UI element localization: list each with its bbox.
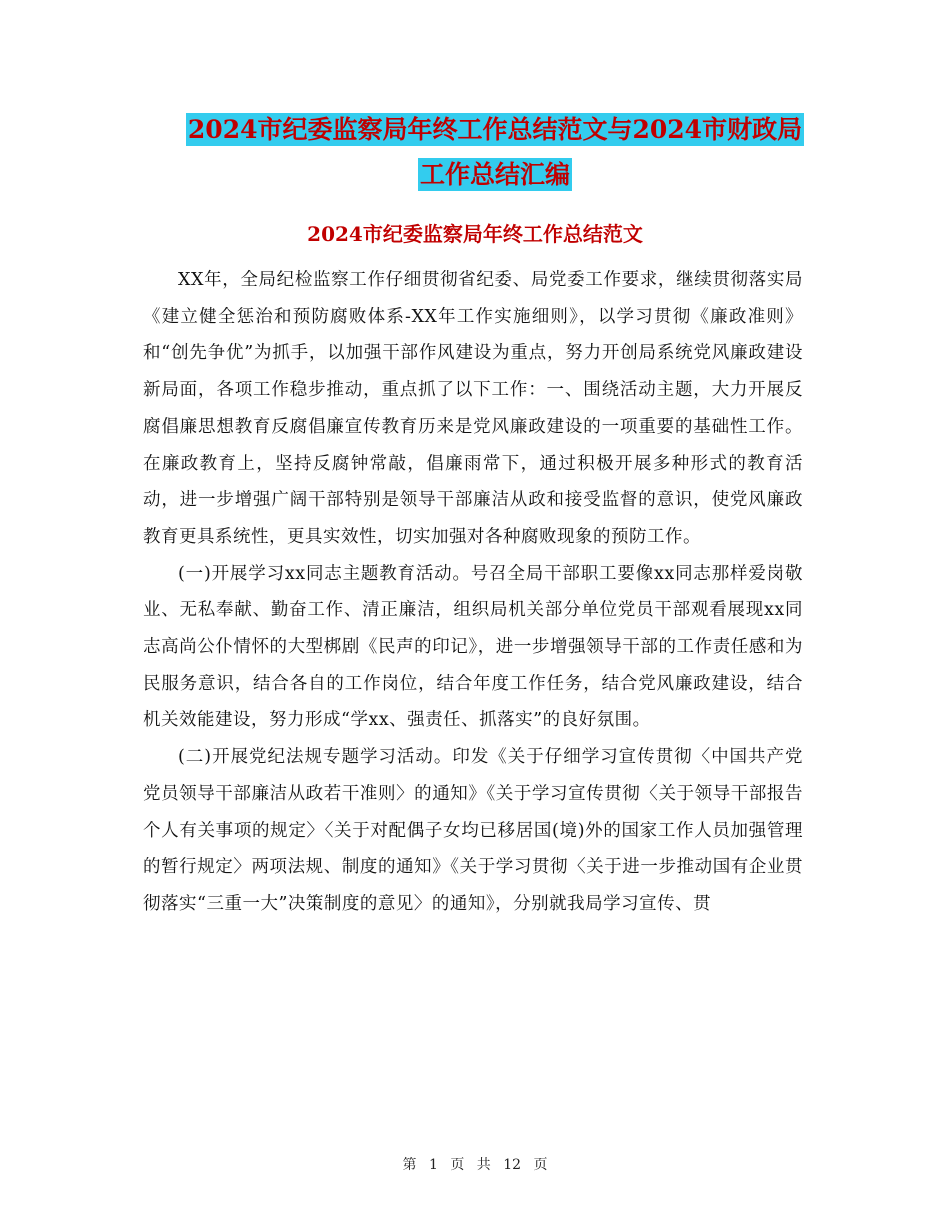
- footer-label: 页: [533, 1157, 548, 1173]
- current-page-number: 1: [428, 1157, 438, 1173]
- footer-label: 共: [476, 1157, 491, 1173]
- body-paragraph: (一)开展学习xx同志主题教育活动。号召全局干部职工要像xx同志那样爱岗敬业、无私奉献、勤奋工作、清正廉洁，组织局机关部分单位党员干部观看展现xx同志高尚公仆情怀的大型梆剧《民声的印记》，进一步增强领导干部的工作责任感和为民服务意识，结合各自的工作岗位，结合年度工作任务，结合党风廉政建设，结合机关效能建设，努力形成“学xx、强责任、抓落实”的良好氛围。: [143, 563, 803, 731]
- footer-label: 第: [402, 1157, 417, 1173]
- page-footer: [0, 1154, 950, 1174]
- body-paragraph: (二)开展党纪法规专题学习活动。印发《关于仔细学习宣传贯彻〈中国共产党党员领导干部廉洁从政若干准则〉的通知》《关于学习宣传贯彻〈关于领导干部报告个人有关事项的规定〉〈关于对配偶子女均已移居国(境)外的国家工作人员加强管理的暂行规定〉两项法规、制度的通知》《关于学习贯彻〈关于进一步推动国有企业贯彻落实“三重一大”决策制度的意见〉的通知》，分别就我局学习宣传、贯: [143, 747, 803, 914]
- document-title-line1: [120, 110, 870, 150]
- document-body: [143, 262, 803, 923]
- title-highlight: 工作总结汇编: [419, 160, 570, 189]
- body-paragraph: XX年，全局纪检监察工作仔细贯彻省纪委、局党委工作要求，继续贯彻落实局《建立健全惩治和预防腐败体系-XX年工作实施细则》，以学习贯彻《廉政准则》和“创先争优”为抓手，以加强干部作风建设为重点，努力开创局系统党风廉政建设新局面，各项工作稳步推动，重点抓了以下工作：一、围绕活动主题，大力开展反腐倡廉思想教育反腐倡廉宣传教育历来是党风廉政建设的一项重要的基础性工作。在廉政教育上，坚持反腐钟常敲，倡廉雨常下，通过积极开展多种形式的教育活动，进一步增强广阔干部特别是领导干部廉洁从政和接受监督的意识，使党风廉政教育更具系统性，更具实效性，切实加强对各种腐败现象的预防工作。: [143, 270, 803, 547]
- total-page-count: 12: [503, 1157, 522, 1173]
- footer-label: 页: [450, 1157, 465, 1173]
- document-title-line2: [120, 155, 870, 195]
- title-highlight: 2024市纪委监察局年终工作总结范文与2024市财政局: [187, 115, 803, 144]
- section-title: 2024市纪委监察局年终工作总结范文: [307, 222, 643, 246]
